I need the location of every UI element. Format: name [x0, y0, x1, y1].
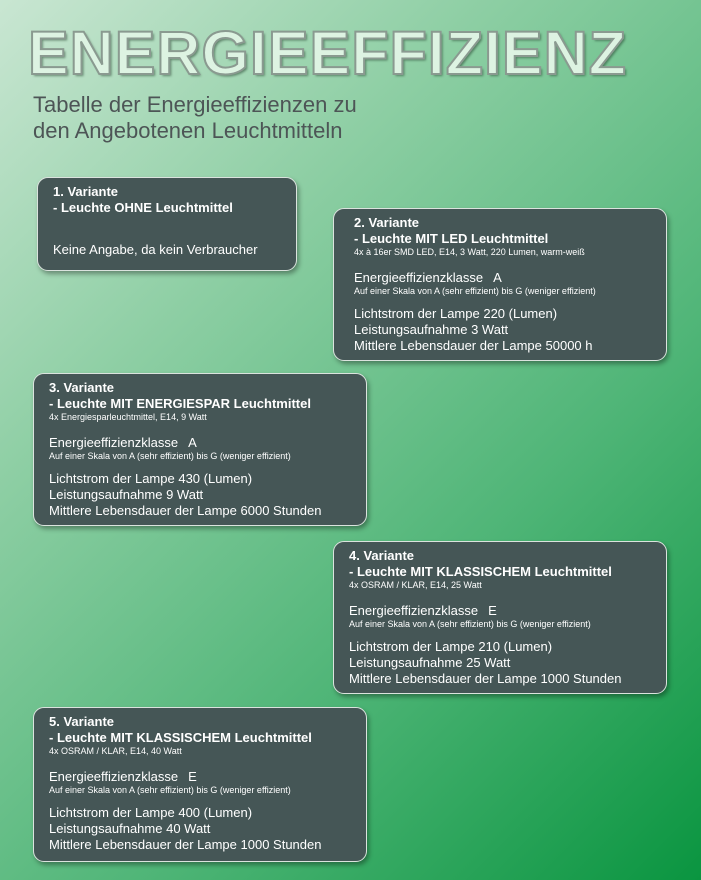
- power-text: Leistungsaufnahme 25 Watt: [349, 655, 511, 670]
- variant-card-3: [33, 373, 367, 526]
- variant-spec: 4x à 16er SMD LED, E14, 3 Watt, 220 Lumen, warm-weiß: [354, 247, 585, 257]
- variant-subheading: - Leuchte MIT KLASSISCHEM Leuchtmittel: [349, 564, 612, 579]
- variant-card-5: [33, 707, 367, 862]
- variant-subheading: - Leuchte MIT ENERGIESPAR Leuchtmittel: [49, 396, 311, 411]
- variant-spec: 4x OSRAM / KLAR, E14, 25 Watt: [349, 580, 482, 590]
- scale-note: Auf einer Skala von A (sehr effizient) bis G (weniger effizient): [349, 619, 591, 629]
- subtitle-line-2: den Angebotenen Leuchtmitteln: [33, 118, 343, 143]
- variant-note: Keine Angabe, da kein Verbraucher: [53, 242, 258, 257]
- variant-subheading: - Leuchte MIT KLASSISCHEM Leuchtmittel: [49, 730, 312, 745]
- lumen-text: Lichtstrom der Lampe 220 (Lumen): [354, 306, 558, 321]
- variant-heading: 3. Variante: [49, 380, 115, 395]
- variant-heading: 5. Variante: [49, 714, 115, 729]
- variant-card-2: [333, 208, 667, 361]
- scale-note: Auf einer Skala von A (sehr effizient) bis G (weniger effizient): [49, 451, 291, 461]
- efficiency-class-value: E: [488, 603, 497, 618]
- lumen-text: Lichtstrom der Lampe 400 (Lumen): [49, 805, 253, 820]
- variant-spec: 4x OSRAM / KLAR, E14, 40 Watt: [49, 746, 182, 756]
- variant-subheading: - Leuchte OHNE Leuchtmittel: [53, 200, 233, 215]
- efficiency-class-row: [49, 769, 352, 785]
- subtitle-line-1: Tabelle der Energieeffizienzen zu: [33, 92, 357, 117]
- efficiency-class-row: [349, 603, 652, 619]
- variant-heading: 1. Variante: [53, 184, 119, 199]
- variant-subheading: - Leuchte MIT LED Leuchtmittel: [354, 231, 549, 246]
- power-text: Leistungsaufnahme 40 Watt: [49, 821, 211, 836]
- lifetime-text: Mittlere Lebensdauer der Lampe 1000 Stunden: [49, 837, 322, 852]
- power-text: Leistungsaufnahme 3 Watt: [354, 322, 509, 337]
- efficiency-class-row: [354, 270, 652, 286]
- page-title: ENERGIEEFFIZIENZ: [28, 19, 627, 87]
- lumen-text: Lichtstrom der Lampe 430 (Lumen): [49, 471, 253, 486]
- lifetime-text: Mittlere Lebensdauer der Lampe 1000 Stunden: [349, 671, 622, 686]
- efficiency-class-value: E: [188, 769, 197, 784]
- efficiency-class-label: Energieeffizienzklasse: [349, 603, 479, 618]
- scale-note: Auf einer Skala von A (sehr effizient) bis G (weniger effizient): [354, 286, 596, 296]
- variant-heading: 2. Variante: [354, 215, 420, 230]
- efficiency-class-value: A: [188, 435, 197, 450]
- lifetime-text: Mittlere Lebensdauer der Lampe 6000 Stunden: [49, 503, 322, 518]
- scale-note: Auf einer Skala von A (sehr effizient) bis G (weniger effizient): [49, 785, 291, 795]
- lumen-text: Lichtstrom der Lampe 210 (Lumen): [349, 639, 553, 654]
- efficiency-class-row: [49, 435, 352, 451]
- variant-spec: 4x Energiesparleuchtmittel, E14, 9 Watt: [49, 412, 207, 422]
- efficiency-class-value: A: [493, 270, 502, 285]
- efficiency-class-label: Energieeffizienzklasse: [354, 270, 484, 285]
- efficiency-class-label: Energieeffizienzklasse: [49, 435, 179, 450]
- page-subtitle: [33, 92, 357, 144]
- power-text: Leistungsaufnahme 9 Watt: [49, 487, 204, 502]
- variant-card-4: [333, 541, 667, 694]
- lifetime-text: Mittlere Lebensdauer der Lampe 50000 h: [354, 338, 593, 353]
- efficiency-class-label: Energieeffizienzklasse: [49, 769, 179, 784]
- variant-heading: 4. Variante: [349, 548, 415, 563]
- variant-card-1: [37, 177, 297, 271]
